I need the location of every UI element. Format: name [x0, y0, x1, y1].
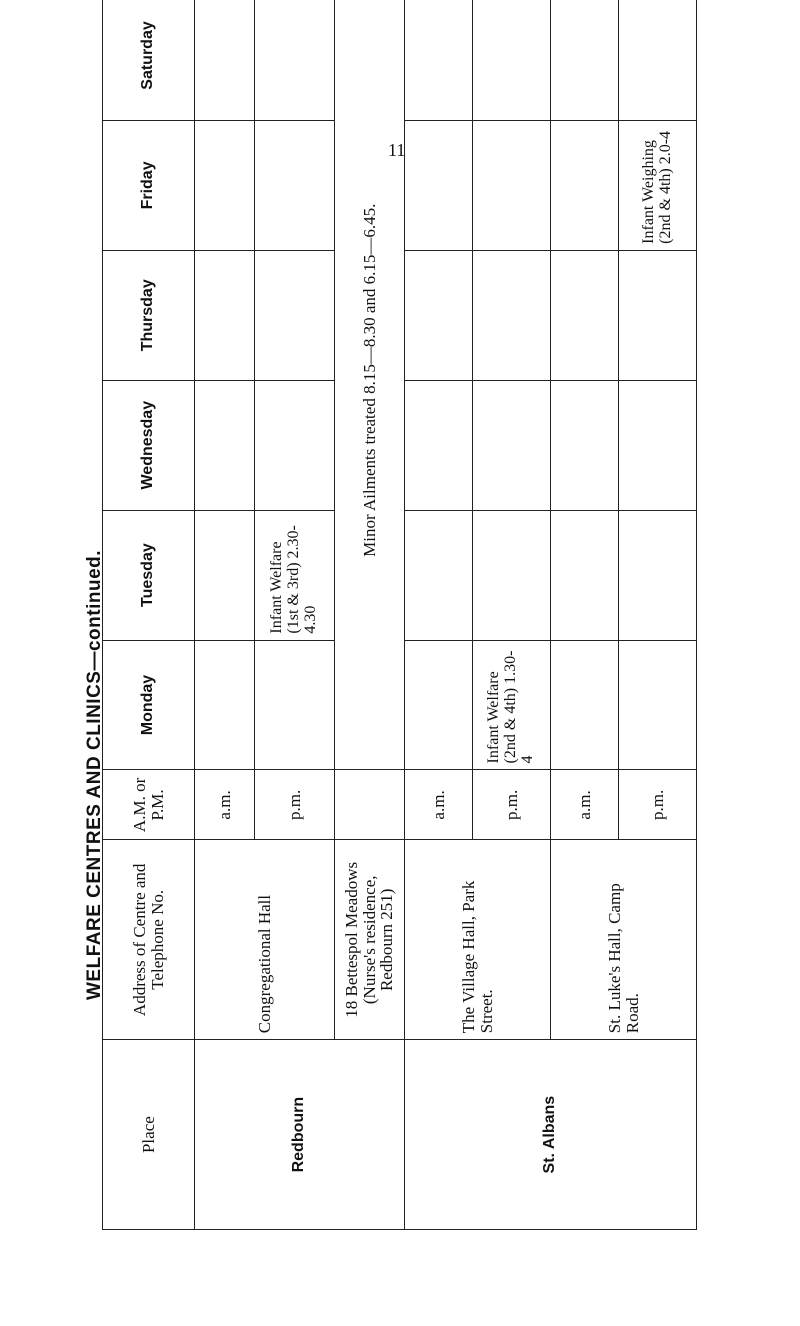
- table-row: [195, 0, 255, 1230]
- ampm-cell: p.m.: [473, 770, 551, 840]
- table-row: [405, 0, 473, 1230]
- header-monday: Monday: [103, 640, 195, 770]
- schedule-cell: [255, 250, 335, 380]
- schedule-cell: [473, 510, 551, 640]
- ampm-cell: a.m.: [195, 770, 255, 840]
- schedule-cell: [551, 250, 619, 380]
- place-cell: St. Albans: [405, 1040, 697, 1230]
- schedule-cell: [473, 380, 551, 510]
- schedule-cell: [405, 0, 473, 120]
- header-ampm: A.M. or P.M.: [103, 770, 195, 840]
- schedule-cell: [619, 250, 697, 380]
- schedule-cell: [619, 0, 697, 120]
- schedule-cell: [473, 120, 551, 250]
- schedule-cell: [255, 380, 335, 510]
- header-address: Address of Centre and Telephone No.: [103, 840, 195, 1040]
- schedule-cell: [195, 510, 255, 640]
- header-place: Place: [103, 1040, 195, 1230]
- schedule-cell: [551, 640, 619, 770]
- place-cell: Redbourn: [195, 1040, 405, 1230]
- clinic-table: [102, 0, 697, 1230]
- schedule-cell: [551, 380, 619, 510]
- header-wednesday: Wednesday: [103, 380, 195, 510]
- schedule-cell: [619, 510, 697, 640]
- page-number: 11: [388, 140, 406, 160]
- schedule-cell: [195, 250, 255, 380]
- page-title: WELFARE CENTRES AND CLINICS—continued.: [84, 549, 105, 1000]
- infant-welfare-note: Infant Welfare (1st & 3rd) 2.30-4.30: [255, 510, 335, 640]
- header-tuesday: Tuesday: [103, 510, 195, 640]
- schedule-cell: [255, 640, 335, 770]
- schedule-cell: [405, 120, 473, 250]
- schedule-cell: [405, 510, 473, 640]
- schedule-cell: [405, 640, 473, 770]
- address-cell: The Village Hall, Park Street.: [405, 840, 551, 1040]
- header-row: [103, 0, 195, 1230]
- schedule-cell: [619, 380, 697, 510]
- header-thursday: Thursday: [103, 250, 195, 380]
- schedule-cell: [551, 510, 619, 640]
- header-saturday: Saturday: [103, 0, 195, 120]
- schedule-cell: [551, 0, 619, 120]
- ampm-cell: p.m.: [619, 770, 697, 840]
- ampm-cell: a.m.: [405, 770, 473, 840]
- schedule-cell: [195, 0, 255, 120]
- header-friday: Friday: [103, 120, 195, 250]
- address-cell: St. Luke's Hall, Camp Road.: [551, 840, 697, 1040]
- schedule-cell: [255, 0, 335, 120]
- schedule-cell: [255, 120, 335, 250]
- infant-welfare-note: Infant Welfare (2nd & 4th) 1.30-4: [473, 640, 551, 770]
- schedule-cell: [195, 380, 255, 510]
- ampm-cell: p.m.: [255, 770, 335, 840]
- ampm-cell: [335, 770, 405, 840]
- schedule-cell: [619, 640, 697, 770]
- schedule-cell: [405, 380, 473, 510]
- schedule-cell: [551, 120, 619, 250]
- schedule-cell: [473, 0, 551, 120]
- schedule-cell: [473, 250, 551, 380]
- address-cell: Congregational Hall: [195, 840, 335, 1040]
- minor-ailments-note: Minor Ailments treated 8.15—8.30 and 6.15—6.45.: [335, 0, 405, 770]
- clinic-table-rotated: [102, 0, 702, 1230]
- ampm-cell: a.m.: [551, 770, 619, 840]
- schedule-cell: [195, 640, 255, 770]
- schedule-cell: [195, 120, 255, 250]
- address-cell: 18 Bettespol Meadows (Nurse's residence, Redbourn 251): [335, 840, 405, 1040]
- schedule-cell: [405, 250, 473, 380]
- infant-weighing-note: Infant Weighing (2nd & 4th) 2.0-4: [619, 120, 697, 250]
